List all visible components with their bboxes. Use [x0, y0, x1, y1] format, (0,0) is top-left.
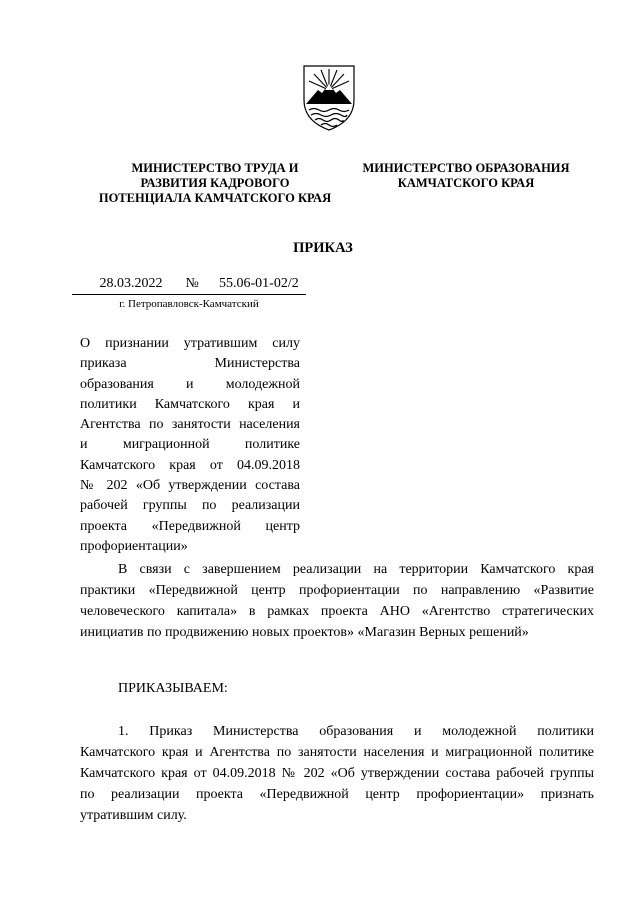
ministry-labor-line: ПОТЕНЦИАЛА КАМЧАТСКОГО КРАЯ — [98, 191, 332, 205]
order-title — [0, 239, 640, 257]
kamchatka-coat-of-arms-icon — [300, 60, 358, 132]
subject-line: Камчатского края от 04.09.2018 — [80, 457, 300, 473]
subject-line: политики Камчатского края и — [80, 396, 300, 412]
order-title-text: ПРИКАЗ — [293, 240, 353, 256]
order-number-sign: № — [185, 276, 199, 291]
order-number: 55.06-01-02/2 — [219, 276, 299, 291]
paragraph-line: 1. Приказ Министерства образования и молодежной политики — [118, 724, 594, 739]
ministry-education-line: МИНИСТЕРСТВО ОБРАЗОВАНИЯ — [362, 161, 570, 175]
order-subject — [80, 334, 300, 557]
subject-line: Агентства по занятости населения — [80, 417, 300, 433]
order-city: г. Петропавловск-Камчатский — [119, 298, 259, 310]
order-date: 28.03.2022 — [99, 276, 163, 291]
subject-line: № 202 «Об утверждении состава — [80, 478, 300, 494]
prikazyvaem-heading: ПРИКАЗЫВАЕМ: — [118, 681, 228, 696]
paragraph-line: практики «Передвижной центр профориентации по направлению «Развитие — [80, 583, 594, 598]
paragraph-line: инициатив по продвижению новых проектов» «Магазин Верных решений» — [80, 625, 529, 640]
order-item-1 — [80, 721, 594, 826]
paragraph-line: человеческого капитала» в рамках проекта АНО «Агентство стратегических — [80, 604, 594, 619]
subject-line: и миграционной политике — [80, 437, 300, 453]
subject-line: О признании утратившим силу — [80, 336, 300, 351]
preamble-paragraph — [80, 559, 594, 643]
subject-line: образования и молодежной — [80, 376, 300, 392]
subject-line: проекта «Передвижной центр — [80, 518, 300, 534]
ministry-labor-line: МИНИСТЕРСТВО ТРУДА И — [131, 161, 299, 175]
ministry-labor-name — [70, 161, 360, 206]
order-underline — [72, 294, 306, 295]
ministry-education-name — [336, 161, 596, 191]
ministry-education-line: КАМЧАТСКОГО КРАЯ — [397, 176, 535, 190]
paragraph-line: Камчатского края и Агентства по занятости населения и миграционной политике — [80, 745, 594, 760]
ministry-labor-line: РАЗВИТИЯ КАДРОВОГО — [140, 176, 290, 190]
paragraph-line: утратившим силу. — [80, 808, 187, 823]
paragraph-line: по реализации проекта «Передвижной центр профориентации» признать — [80, 787, 594, 802]
paragraph-line: В связи с завершением реализации на территории Камчатского края — [118, 562, 594, 577]
subject-line: рабочей группы по реализации — [80, 498, 300, 514]
subject-line: приказа Министерства — [80, 356, 300, 372]
paragraph-line: Камчатского края от 04.09.2018 № 202 «Об утверждении состава рабочей группы — [80, 766, 594, 781]
order-date-number — [80, 276, 299, 292]
subject-line: профориентации» — [80, 538, 188, 554]
